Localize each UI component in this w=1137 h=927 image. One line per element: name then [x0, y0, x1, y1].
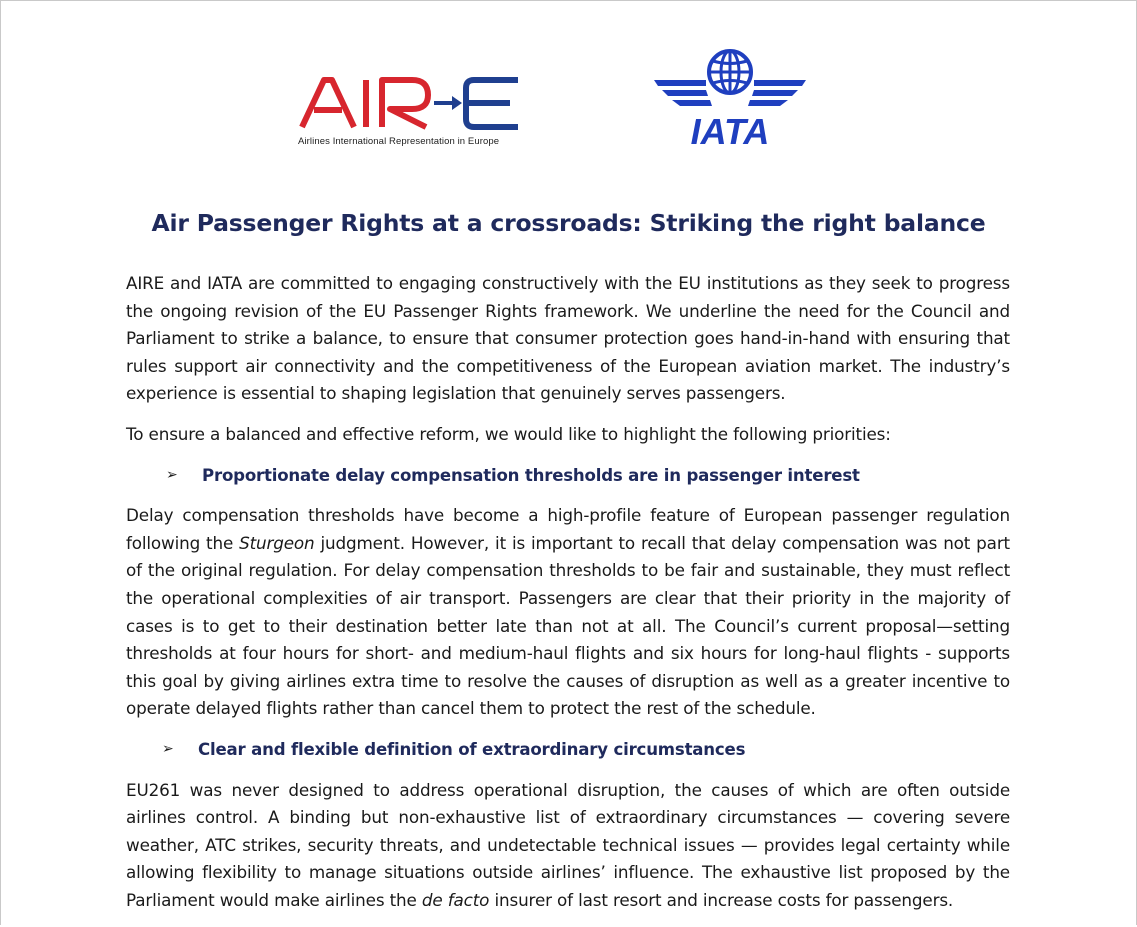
iata-logo: [650, 48, 810, 148]
document-body: [126, 270, 1010, 927]
sturgeon-italic: Sturgeon: [239, 532, 315, 553]
aire-logo: [296, 72, 526, 152]
aire-subtitle: Airlines International Representation in Europe: [298, 136, 500, 147]
priority-heading-text: Proportionate delay compensation thresholds are in passenger interest: [202, 465, 860, 485]
logo-header: [0, 0, 1137, 160]
priorities-lead: To ensure a balanced and effective reform, we would like to highlight the following priorities:: [126, 423, 891, 444]
delay-text-a: Delay compensation thresholds have become a high-profile feature of European passenger regulation following the: [126, 505, 1010, 553]
aire-wordmark-graphic: [296, 72, 526, 134]
iata-wordmark: IATA: [690, 111, 770, 148]
priority-heading-extraordinary: [126, 736, 1010, 764]
iata-globe-wings-graphic: [650, 48, 810, 148]
extraordinary-text-b: insurer of last resort and increase costs for passengers.: [489, 889, 954, 910]
de-facto-italic: de facto: [421, 889, 490, 910]
delay-text-b: judgment. However, it is important to recall that delay compensation was not part of the original regulation. For delay compensation thresholds to be fair and sustainable, they must reflect the operational complexities of air transport. Passengers are clear that their priority in the majority of cases is to get to their destination better late than not at all. The Council’s current proposal—setting thresholds at four hours for short- and medium-haul flights and six hours for long-haul flights - supports this goal by giving airlines extra time to resolve the causes of disruption as well as a greater incentive to operate delayed flights rather than cancel them to protect the rest of the schedule.: [126, 532, 1010, 719]
arrow-bullet-icon: ➢: [166, 466, 178, 483]
extraordinary-paragraph: [126, 777, 1010, 915]
arrow-bullet-icon: ➢: [162, 740, 174, 757]
priority-heading-text: Clear and flexible definition of extraordinary circumstances: [198, 739, 746, 759]
page-title: Air Passenger Rights at a crossroads: Striking the right balance: [151, 208, 986, 237]
priority-heading-delay: [126, 462, 1010, 490]
intro-paragraph: AIRE and IATA are committed to engaging constructively with the EU institutions as they seek to progress the ongoing revision of the EU Passenger Rights framework. We underline the need for the Council and Parliament to strike a balance, to ensure that consumer protection goes hand-in-hand with ensuring that rules support air connectivity and the competitiveness of the European aviation market. The industry’s experience is essential to shaping legislation that genuinely serves passengers.: [126, 273, 1010, 404]
delay-paragraph: [126, 502, 1010, 723]
extraordinary-text-a: EU261 was never designed to address operational disruption, the causes of which are often outside airlines control. A binding but non-exhaustive list of extraordinary circumstances — covering severe weather, ATC strikes, security threats, and undetectable technical issues — provides legal certainty while allowing flexibility to manage situations outside airlines’ influence. The exhaustive list proposed by the Parliament would make airlines the: [126, 779, 1010, 910]
